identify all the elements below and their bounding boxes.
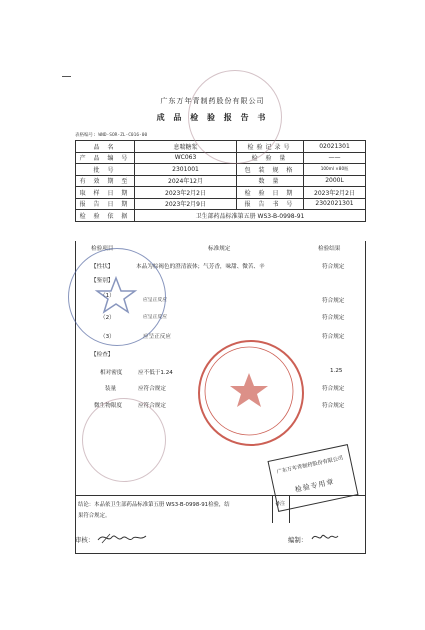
corner-mark: [62, 76, 71, 77]
sample-date-label: 取 样 日 期: [76, 187, 135, 199]
preparer-signature: [310, 529, 340, 545]
company-name: 广东万年青制药股份有限公司: [160, 97, 265, 105]
report-no-label: 报 告 书 号: [237, 198, 304, 210]
micro-result: 符合规定: [322, 403, 345, 409]
col-item-header: 检验项目: [91, 246, 114, 252]
ident-2: （2）: [100, 315, 115, 321]
basis-value: 卫生部药品标准第五册 WS3-B-0998-91: [135, 210, 366, 222]
batch-value: 2301001: [135, 164, 237, 176]
trait-result: 符合规定: [322, 264, 345, 270]
sample-date-value: 2023年2月2日: [135, 187, 237, 199]
density-result: 1.25: [330, 368, 343, 374]
record-label: 检验记录号: [237, 141, 304, 153]
table-row: [76, 175, 366, 187]
ident-3: （3）: [100, 334, 115, 340]
reviewer-signature: [96, 529, 148, 547]
ident-label: 【鉴别】: [91, 278, 114, 284]
seal-line-1: 广东万年青制药股份有限公司: [276, 455, 344, 476]
code-value: WC063: [135, 152, 237, 164]
pack-value: 100ml ×80瓶: [304, 164, 366, 176]
test-qty-value: ——: [304, 152, 366, 164]
conclusion-line-2: 果符合规定。: [78, 513, 111, 519]
expiry-label: 有 效 期 至: [76, 175, 135, 187]
table-row: [76, 210, 366, 222]
report-date-label: 报 告 日 期: [76, 198, 135, 210]
ident-3-result: 符合规定: [322, 334, 345, 340]
document-title: 成 品 检 验 报 告 书: [156, 113, 269, 122]
test-date-label: 检 验 日 期: [237, 187, 304, 199]
record-value: 02021301: [304, 141, 366, 153]
conclusion-line-1: 结论：本品依卫生部药品标准第五册 WS3-B-0998-91检验，结: [78, 502, 230, 508]
ghost-stamp-top: [188, 70, 282, 164]
micro-standard: 应符合规定: [138, 403, 166, 409]
table-row: [76, 187, 366, 199]
report-no-value: 2302021301: [304, 198, 366, 210]
quality-dept-stamp-blue: [68, 248, 166, 346]
ident-3-standard: 应呈正反应: [143, 334, 171, 340]
code-label: 产 品 编 号: [76, 152, 135, 164]
basis-label: 检 验 依 据: [76, 210, 135, 222]
note-label: 备注: [274, 501, 285, 507]
col-std-header: 标准规定: [208, 246, 231, 252]
ghost-stamp-bottom: [82, 398, 166, 482]
ident-2-standard: 应呈正反应: [143, 315, 167, 320]
ident-1-standard: 应呈正反应: [143, 298, 167, 303]
expiry-value: 2024年12月: [135, 175, 237, 187]
form-number: 表格编号: WND-SOR-ZL-C016-00: [75, 133, 148, 138]
micro-label: 微生物限度: [94, 403, 122, 409]
check-label: 【检查】: [91, 352, 114, 358]
pack-label: 包 装 规 格: [237, 164, 304, 176]
fill-label: 装量: [105, 386, 117, 392]
table-row: [76, 198, 366, 210]
ident-1: （1）: [100, 293, 115, 299]
qty-label: 数 量: [237, 175, 304, 187]
report-date-value: 2023年2月9日: [135, 198, 237, 210]
qty-value: 2000L: [304, 175, 366, 187]
table-row: [76, 164, 366, 176]
seal-line-2: 检验专用章: [294, 477, 336, 494]
ident-1-result: 符合规定: [322, 298, 345, 304]
test-qty-label: 检 验 量: [237, 152, 304, 164]
name-value: 息喘糖浆: [135, 141, 237, 153]
trait-label: 【性状】: [91, 264, 114, 270]
quality-dept-stamp-red: [198, 340, 304, 446]
batch-label: 批 号: [76, 164, 135, 176]
density-standard: 应不低于1.24: [138, 370, 173, 376]
trait-standard: 本品为棕褐色的澄清液体；气芳香，味甜、微苦、辛: [136, 264, 265, 270]
test-date-value: 2023年2月2日: [304, 187, 366, 199]
name-label: 品 名: [76, 141, 135, 153]
preparer-label: 编制：: [288, 536, 308, 544]
ident-2-result: 符合规定: [322, 315, 345, 321]
col-result-header: 检验结果: [318, 246, 341, 252]
reviewer-label: 审核：: [75, 536, 95, 544]
density-label: 相对密度: [100, 370, 123, 376]
fill-standard: 应符合规定: [138, 386, 166, 392]
fill-result: 符合规定: [322, 386, 345, 392]
